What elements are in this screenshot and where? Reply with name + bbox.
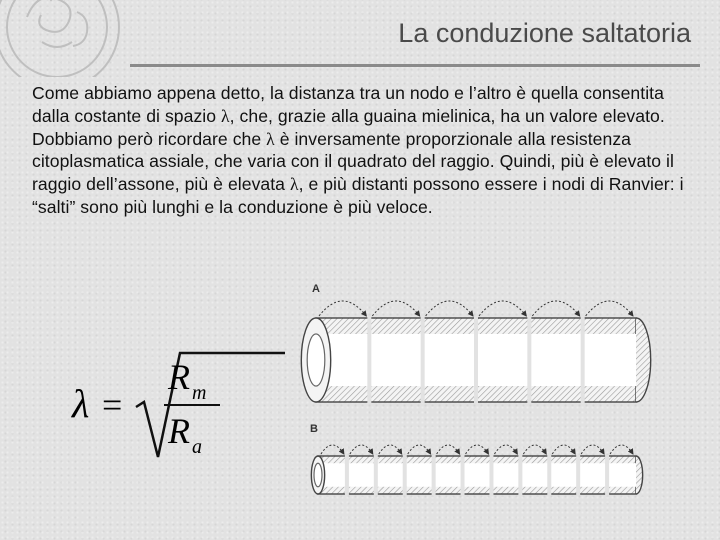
paragraph-segment: Come abbiamo appena detto, la distanza tra un nodo e l’altro è quella consentita dalla costante di spazio	[32, 83, 664, 126]
large-axon-a	[301, 301, 650, 403]
saltatory-jump-arrow	[581, 445, 604, 454]
axon-end-inner	[307, 334, 325, 386]
formula-denominator-sub: a	[192, 436, 202, 458]
saltatory-jump-arrow	[523, 445, 546, 454]
formula-equals: =	[102, 385, 123, 425]
saltatory-jump-arrow	[532, 301, 579, 316]
paragraph-segment: , che, grazie alla guaina mielinica, ha un valore elevato. Dobbiamo però ricordare che	[32, 105, 665, 149]
saltatory-jump-arrow	[372, 301, 419, 316]
saltatory-jump-arrow	[408, 445, 431, 454]
axon-end-inner	[314, 463, 322, 487]
myelinated-axon-diagram	[300, 276, 680, 536]
small-axon-b	[311, 445, 642, 495]
body-paragraph	[32, 82, 692, 219]
paragraph-segment: è inversamente proporzionale alla resistenza citoplasmatica assiale, che varia con il quadrato del raggio. Quindi, più è elevato il raggio dell’assone, più è elevata	[32, 128, 674, 195]
diagram-label-b: B	[310, 423, 318, 435]
node-of-ranvier	[605, 455, 609, 495]
lambda-symbol: λ	[289, 174, 299, 195]
diagram-label-a: A	[312, 283, 320, 295]
node-of-ranvier	[474, 317, 478, 403]
saltatory-jump-arrow	[321, 445, 344, 454]
axon-core	[318, 463, 636, 487]
node-of-ranvier	[345, 455, 349, 495]
saltatory-jump-arrow	[494, 445, 517, 454]
lambda-symbol: λ	[266, 128, 275, 149]
slide-title: La conduzione saltatoria	[398, 18, 691, 48]
node-of-ranvier	[518, 455, 522, 495]
saltatory-jump-arrow	[319, 301, 366, 316]
saltatory-jump-arrow	[466, 445, 489, 454]
university-seal-icon	[0, 0, 132, 77]
formula-denominator: R	[168, 411, 190, 451]
formula-numerator-sub: m	[192, 382, 207, 404]
paragraph-segment: , e più distanti possono essere i nodi di Ranvier: i “salti” sono più lunghi e la conduzione è più veloce.	[32, 174, 684, 217]
saltatory-jump-arrow	[610, 445, 633, 454]
node-of-ranvier	[581, 317, 585, 403]
saltatory-jump-arrow	[437, 445, 460, 454]
node-of-ranvier	[367, 317, 371, 403]
node-of-ranvier	[421, 317, 425, 403]
saltatory-jump-arrow	[479, 301, 526, 316]
saltatory-jump-arrow	[379, 445, 402, 454]
node-of-ranvier	[547, 455, 551, 495]
saltatory-jump-arrow	[552, 445, 575, 454]
formula-numerator: R	[168, 357, 190, 397]
axon-end-right	[636, 456, 643, 494]
node-of-ranvier	[374, 455, 378, 495]
node-of-ranvier	[576, 455, 580, 495]
lambda-symbol: λ	[221, 105, 230, 126]
length-constant-formula	[70, 345, 290, 465]
node-of-ranvier	[527, 317, 531, 403]
node-of-ranvier	[461, 455, 465, 495]
saltatory-jump-arrow	[426, 301, 473, 316]
node-of-ranvier	[403, 455, 407, 495]
formula-lambda: λ	[72, 381, 90, 426]
saltatory-jump-arrow	[350, 445, 373, 454]
node-of-ranvier	[432, 455, 436, 495]
saltatory-jump-arrow	[586, 301, 633, 316]
node-of-ranvier	[489, 455, 493, 495]
title-divider	[130, 64, 700, 67]
axon-end-right	[636, 318, 651, 402]
